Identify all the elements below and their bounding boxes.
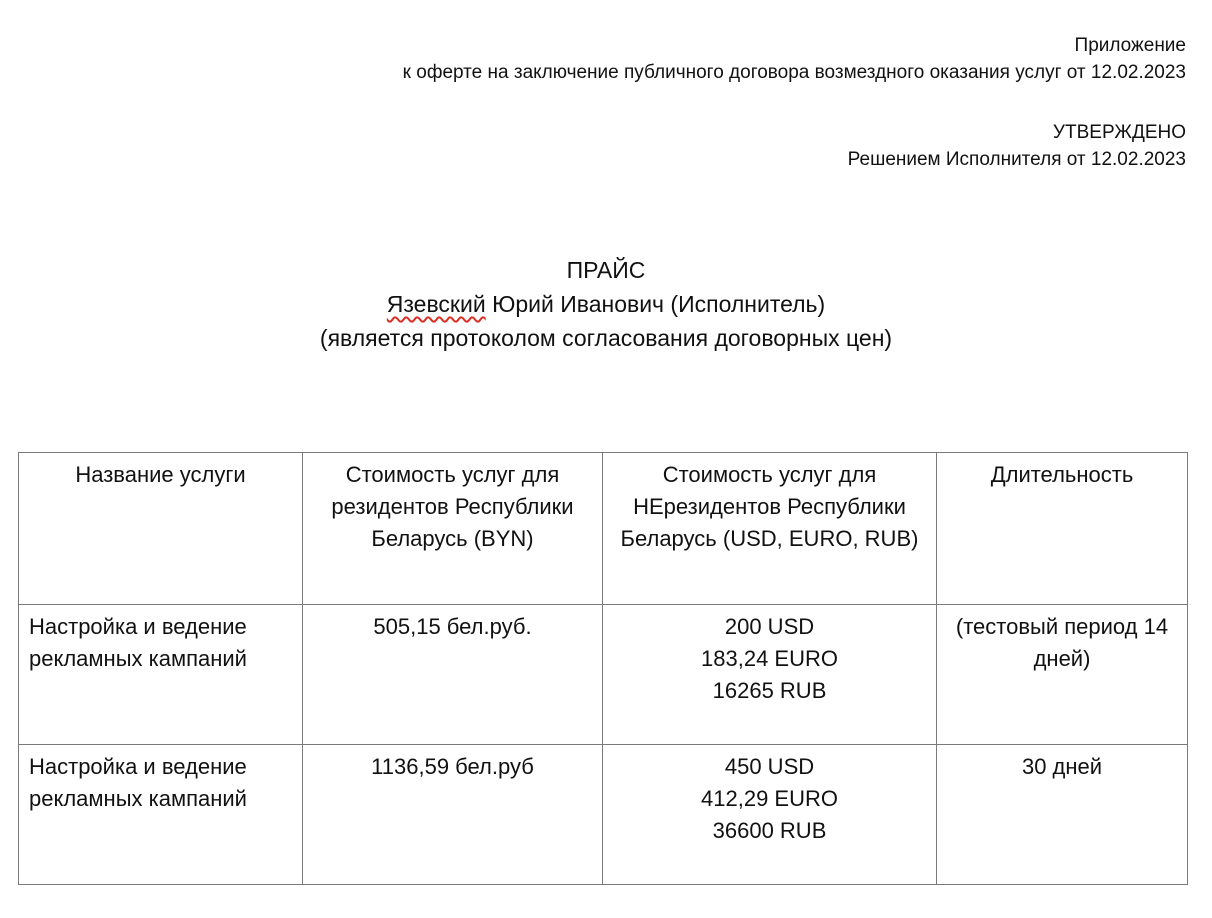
price-euro: 412,29 EURO — [701, 786, 838, 811]
header-price-residents: Стоимость услуг для резидентов Республики Беларусь (BYN) — [303, 453, 603, 605]
header-service-name: Название услуги — [19, 453, 303, 605]
price-foreign-cell — [603, 745, 937, 885]
table-row — [19, 605, 1188, 745]
appendix-header — [403, 32, 1186, 86]
executor-name-rest: Юрий Иванович (Исполнитель) — [485, 291, 826, 317]
header-price-nonresidents: Стоимость услуг для НЕрезидентов Республики Беларусь (USD, EURO, RUB) — [603, 453, 937, 605]
table-header-row — [19, 453, 1188, 605]
document-title-block — [0, 253, 1212, 355]
duration-cell: (тестовый период 14 дней) — [937, 605, 1188, 745]
price-rub: 16265 RUB — [712, 678, 827, 703]
price-rub: 36600 RUB — [712, 818, 827, 843]
price-foreign-cell — [603, 605, 937, 745]
document-subtitle: (является протоколом согласования договорных цен) — [319, 325, 893, 351]
price-table — [18, 452, 1188, 885]
approved-label: УТВЕРЖДЕНО — [1052, 122, 1186, 143]
price-byn-cell: 505,15 бел.руб. — [303, 605, 603, 745]
price-usd: 450 USD — [724, 754, 815, 779]
service-name-cell: Настройка и ведение рекламных кампаний — [19, 745, 303, 885]
header-duration: Длительность — [937, 453, 1188, 605]
price-byn-cell: 1136,59 бел.руб — [303, 745, 603, 885]
appendix-offer-reference: к оферте на заключение публичного договора возмездного оказания услуг от 12.02.2023 — [402, 62, 1186, 83]
duration-cell: 30 дней — [937, 745, 1188, 885]
document-title: ПРАЙС — [566, 257, 646, 283]
appendix-label: Приложение — [1074, 35, 1186, 56]
table-row — [19, 745, 1188, 885]
approved-decision: Решением Исполнителя от 12.02.2023 — [847, 149, 1186, 170]
executor-name — [0, 287, 1212, 321]
approval-header — [848, 119, 1186, 173]
price-usd: 200 USD — [724, 614, 815, 639]
price-euro: 183,24 EURO — [701, 646, 838, 671]
executor-surname: Язевский — [386, 291, 486, 317]
service-name-cell: Настройка и ведение рекламных кампаний — [19, 605, 303, 745]
